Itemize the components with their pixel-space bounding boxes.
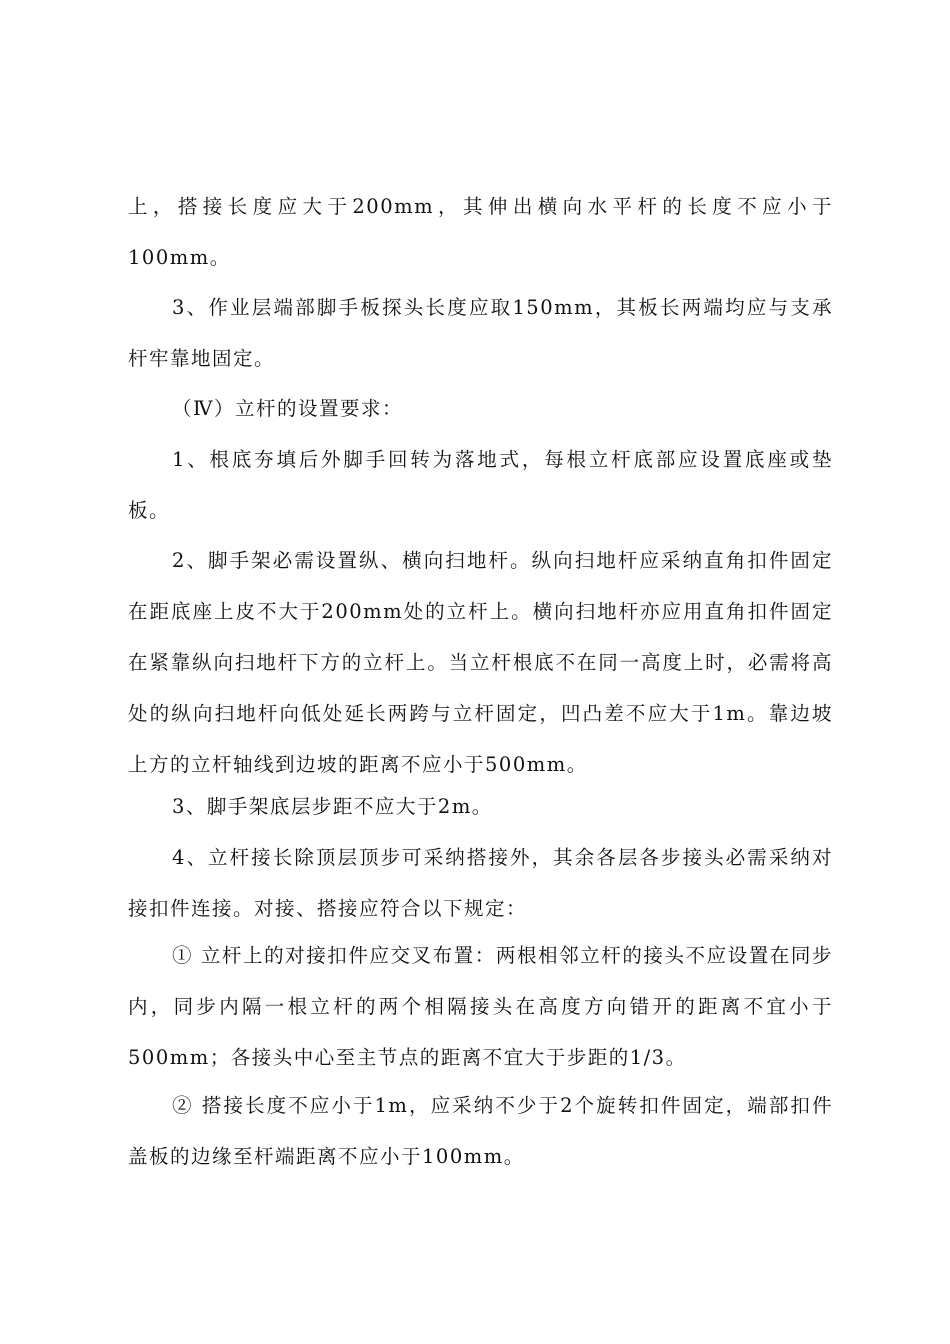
paragraph-item-4: 4、立杆接长除顶层顶步可采纳搭接外，其余各层各步接头必需采纳对接扣件连接。对接、搭接应符合以下规定：: [128, 846, 833, 920]
paragraph-sub-item-1: ① 立杆上的对接扣件应交叉布置：两根相邻立杆的接头不应设置在同步内，同步内隔一根立杆的两个相隔接头在高度方向错开的距离不宜小于500mm；各接头中心至主节点的距离不宜大于步距的1/3。: [128, 944, 833, 1069]
paragraph-item-3-board: 3、作业层端部脚手板探头长度应取150mm，其板长两端均应与支承杆牢靠地固定。: [128, 296, 833, 370]
paragraph-item-1: 1、根底夯填后外脚手回转为落地式，每根立杆底部应设置底座或垫板。: [128, 448, 833, 522]
paragraph-item-2: 2、脚手架必需设置纵、横向扫地杆。纵向扫地杆应采纳直角扣件固定在距底座上皮不大于200mm处的立杆上。横向扫地杆亦应用直角扣件固定在紧靠纵向扫地杆下方的立杆上。当立杆根底不在同一高度上时，必需将高处的纵向扫地杆向低处延长两跨与立杆固定，凹凸差不应大于1m。靠边坡上方的立杆轴线到边坡的距离不应小于500mm。: [128, 549, 833, 776]
paragraph-continuation: 上，搭接长度应大于200mm，其伸出横向水平杆的长度不应小于100mm。: [128, 195, 833, 269]
paragraph-sub-item-2: ② 搭接长度不应小于1m，应采纳不少于2个旋转扣件固定，端部扣件盖板的边缘至杆端距离不应小于100mm。: [128, 1094, 833, 1168]
paragraph-item-3: 3、脚手架底层步距不应大于2m。: [172, 795, 493, 818]
section-heading-iv: （Ⅳ）立杆的设置要求：: [172, 397, 403, 420]
